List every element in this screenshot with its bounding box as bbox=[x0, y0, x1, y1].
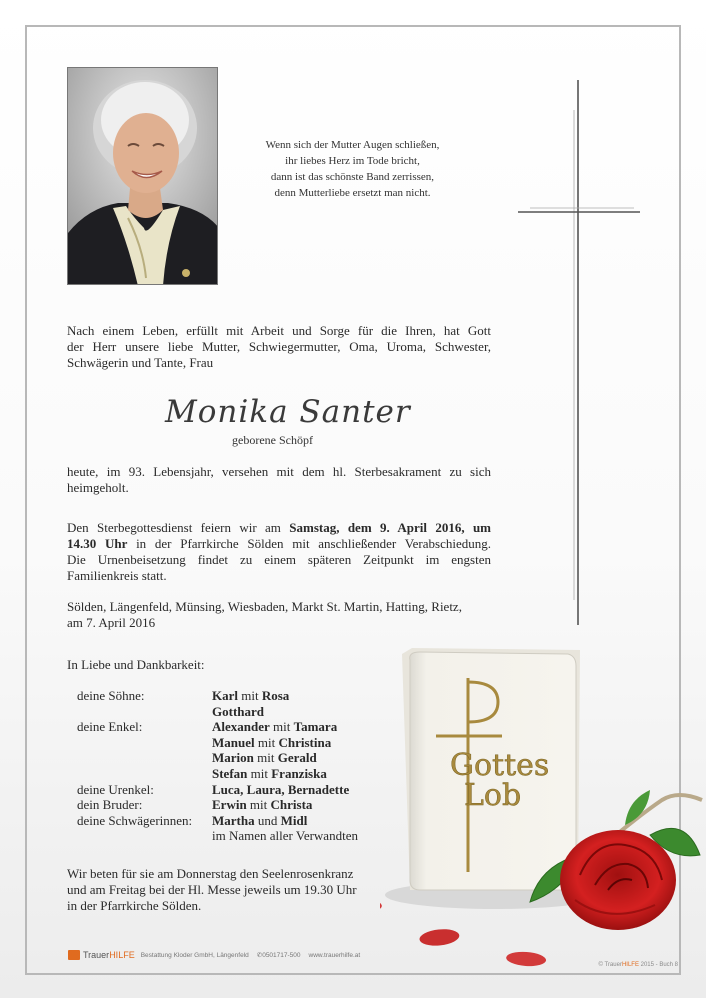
family-row bbox=[77, 782, 358, 798]
service-line-2 bbox=[67, 536, 491, 552]
service-line-3: Die Urnenbeisetzung findet zu einem späteren Zeitpunkt im engsten bbox=[67, 552, 491, 567]
family-names: Martha und Midl bbox=[212, 812, 308, 828]
service-intro: Den Sterbegottesdienst feiern wir am bbox=[67, 520, 290, 535]
family-names: Alexander mit Tamara bbox=[212, 719, 338, 735]
family-names: Manuel mit Christina bbox=[212, 734, 332, 750]
family-names: Marion mit Gerald bbox=[212, 750, 317, 766]
relation-label: deine Schwägerinnen: bbox=[77, 812, 193, 828]
book-title-line-2: Lob bbox=[464, 778, 522, 813]
service-line-1 bbox=[67, 520, 491, 536]
brand-part-b: HILFE bbox=[109, 950, 135, 960]
service-line-4: Familienkreis statt. bbox=[67, 568, 167, 583]
places-line: Sölden, Längenfeld, Münsing, Wiesbaden, Markt St. Martin, Hatting, Rietz, bbox=[67, 599, 462, 614]
family-row bbox=[77, 813, 358, 829]
deceased-name: Monika Santer bbox=[165, 394, 411, 430]
family-row bbox=[77, 828, 358, 844]
brand-part-a: Trauer bbox=[83, 950, 110, 960]
family-names: Luca, Laura, Bernadette bbox=[212, 781, 350, 797]
poem-line: ihr liebes Herz im Tode bricht, bbox=[285, 155, 420, 167]
family-names: Karl mit Rosa bbox=[212, 688, 290, 703]
family-names: im Namen aller Verwandten bbox=[212, 828, 358, 844]
portrait-illustration bbox=[68, 68, 218, 285]
cross-icon bbox=[518, 80, 640, 625]
footer-phone: ✆0501717-500 bbox=[256, 952, 301, 959]
family-row bbox=[77, 688, 358, 704]
prayer-info bbox=[67, 866, 427, 914]
family-names: Stefan mit Franziska bbox=[212, 765, 327, 781]
intro-line: Nach einem Leben, erfüllt mit Arbeit und Sorge für die Ihren, hat Gott bbox=[67, 323, 491, 338]
family-row bbox=[77, 735, 358, 751]
death-notice bbox=[67, 464, 491, 496]
portrait-photo bbox=[67, 67, 218, 285]
intro-text bbox=[67, 323, 491, 371]
service-date: Samstag, dem 9. April 2016, um bbox=[289, 520, 492, 535]
footer-brand bbox=[83, 950, 135, 960]
death-notice-line: heute, im 93. Lebensjahr, versehen mit dem hl. Sterbesakrament zu sich bbox=[67, 464, 491, 479]
gratitude-title: In Liebe und Dankbarkeit: bbox=[67, 657, 205, 672]
family-row bbox=[77, 797, 358, 813]
places-date bbox=[67, 599, 491, 631]
trauerhilfe-logo-icon bbox=[68, 950, 80, 960]
service-info bbox=[67, 520, 491, 584]
service-location: in der Pfarrkirche Sölden mit anschließender Verabschiedung. bbox=[127, 536, 491, 551]
date-line: am 7. April 2016 bbox=[67, 615, 156, 630]
relation-label: deine Enkel: bbox=[77, 719, 143, 735]
relation-label: deine Urenkel: bbox=[77, 781, 154, 797]
poem-line: dann ist das schönste Band zerrissen, bbox=[270, 171, 435, 183]
relation-label: deine Söhne: bbox=[77, 688, 145, 703]
intro-line: Schwägerin und Tante, Frau bbox=[67, 355, 214, 370]
family-row bbox=[77, 719, 358, 735]
family-row bbox=[77, 750, 358, 766]
intro-line: der Herr unsere liebe Mutter, Schwiegermutter, Oma, Uroma, Schwester, bbox=[67, 339, 491, 354]
family-names: Gotthard bbox=[212, 703, 264, 719]
maiden-name: geborene Schöpf bbox=[232, 433, 313, 447]
copyright: © TrauerHILFE 2015 - Buch 8 bbox=[598, 962, 678, 968]
book-title-line-1: Gottes bbox=[450, 748, 550, 783]
prayer-book-rose-image bbox=[380, 640, 706, 970]
prayer-line: und am Freitag bei der Hl. Messe jeweils um 19.30 Uhr bbox=[67, 882, 357, 897]
poem-line: Wenn sich der Mutter Augen schließen, bbox=[265, 139, 440, 151]
footer bbox=[68, 950, 360, 960]
prayer-line: in der Pfarrkirche Sölden. bbox=[67, 898, 202, 913]
poem-line: denn Mutterliebe ersetzt man nicht. bbox=[274, 187, 431, 199]
family-row bbox=[77, 704, 358, 720]
family-names: Erwin mit Christa bbox=[212, 797, 313, 813]
poem bbox=[240, 137, 465, 201]
footer-web[interactable]: www.trauerhilfe.at bbox=[308, 951, 361, 959]
prayer-line: Wir beten für sie am Donnerstag den Seelenrosenkranz bbox=[67, 866, 354, 881]
relation-label: dein Bruder: bbox=[77, 797, 143, 813]
family-list bbox=[77, 688, 358, 844]
service-time: 14.30 Uhr bbox=[67, 536, 128, 551]
footer-company: Bestattung Kloder GmbH, Längenfeld bbox=[140, 951, 249, 959]
family-row bbox=[77, 766, 358, 782]
death-notice-line: heimgeholt. bbox=[67, 480, 129, 495]
